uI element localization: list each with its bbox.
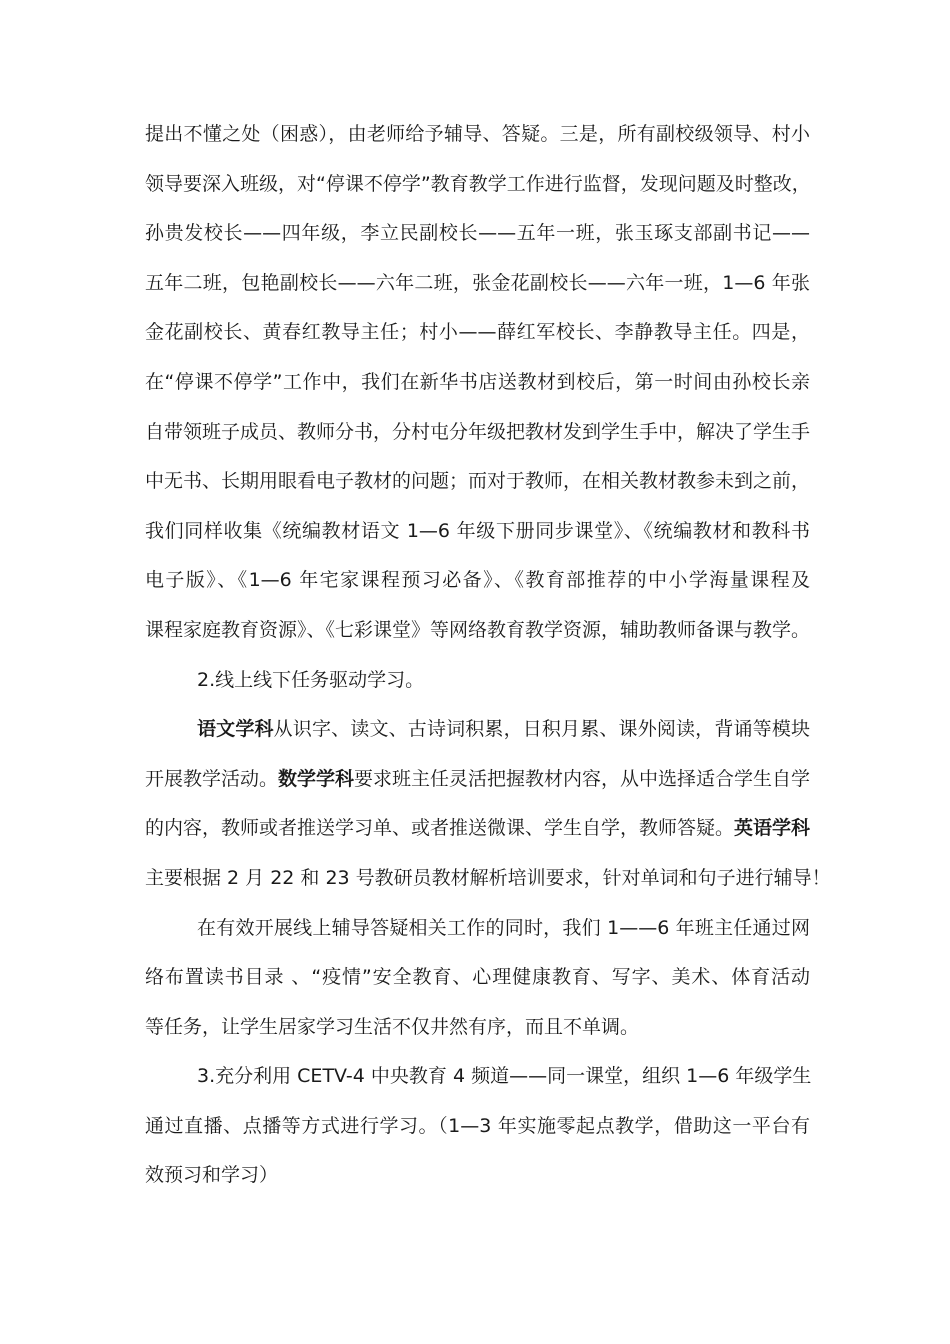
text-line: 孙贵发校长——四年级，李立民副校长——五年一班，张玉琢支部副书记—— <box>145 222 810 245</box>
text-line <box>145 755 810 805</box>
subject-heading: 英语学科 <box>734 817 811 840</box>
text-line <box>145 705 810 755</box>
text-line: 效预习和学习） <box>145 1164 279 1187</box>
subject-heading: 语文学科 <box>197 718 274 741</box>
text-line: 电子版》、《1—6 年宅家课程预习必备》、《教育部推荐的中小学海量课程及 <box>145 569 810 592</box>
text-segment: 从识字、读文、古诗词积累，日积月累、课外阅读，背诵等模块 <box>273 718 810 741</box>
text-segment: 要求班主任灵活把握教材内容，从中选择适合学生自学 <box>354 767 811 790</box>
text-line: 中无书、长期用眼看电子教材的问题；而对于教师，在相关教材教参未到之前， <box>145 470 811 493</box>
text-segment: 开展教学活动。 <box>145 767 279 790</box>
text-line: 课程家庭教育资源》、《七彩课堂》等网络教育教学资源，辅助教师备课与教学。 <box>145 618 811 641</box>
text-line: 在“停课不停学”工作中，我们在新华书店送教材到校后，第一时间由孙校长亲 <box>145 370 810 393</box>
text-segment: 的内容，教师或者推送学习单、或者推送微课、学生自学，教师答疑。 <box>145 817 735 840</box>
subject-heading: 数学学科 <box>278 767 355 790</box>
document-body <box>145 110 831 1201</box>
text-line: 领导要深入班级，对“停课不停学”教育教学工作进行监督，发现问题及时整改， <box>145 172 811 195</box>
text-line: 五年二班，包艳副校长——六年二班，张金花副校长——六年一班，1—6 年张 <box>145 271 810 294</box>
text-line: 自带领班子成员、教师分书，分村屯分年级把教材发到学生手中，解决了学生手 <box>145 420 811 443</box>
text-line: 2.线上线下任务驱动学习。 <box>197 668 425 691</box>
text-line: 我们同样收集《统编教材语文 1—6 年级下册同步课堂》、《统编教材和教科书 <box>145 519 810 542</box>
text-line: 主要根据 2 月 22 和 23 号教研员教材解析培训要求，针对单词和句子进行辅导！ <box>145 866 831 889</box>
text-line: 络布置读书目录 、“疫情”安全教育、心理健康教育、写字、美术、体育活动 <box>145 966 810 989</box>
text-line: 提出不懂之处（困惑），由老师给予辅导、答疑。三是，所有副校级领导、村小 <box>145 123 810 145</box>
text-line <box>145 804 810 854</box>
text-line: 3.充分利用 CETV-4 中央教育 4 频道——同一课堂，组织 1—6 年级学生 <box>197 1065 812 1088</box>
text-line: 在有效开展线上辅导答疑相关工作的同时，我们 1——6 年班主任通过网 <box>197 916 810 939</box>
text-line: 金花副校长、黄春红教导主任；村小——薛红军校长、李静教导主任。四是， <box>145 321 810 344</box>
text-line: 通过直播、点播等方式进行学习。（1—3 年实施零起点教学，借助这一平台有 <box>145 1114 810 1137</box>
text-line: 等任务，让学生居家学习生活不仅井然有序，而且不单调。 <box>145 1015 640 1038</box>
